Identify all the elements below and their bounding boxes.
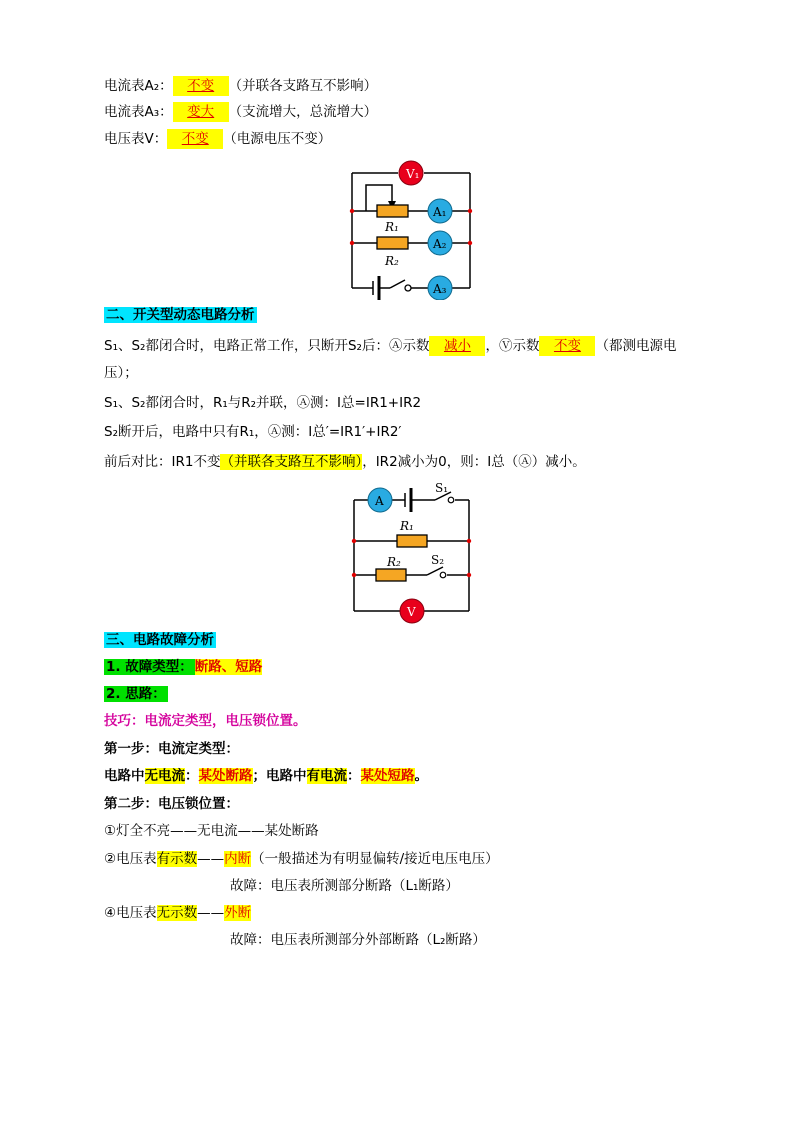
svg-text:V₁: V₁	[406, 167, 420, 181]
label-r1: R₁	[385, 220, 399, 234]
section-3-title: 三、电路故障分析	[106, 632, 214, 648]
rule-1: 电路中无电流：某处断路；电路中有电流：某处短路。	[104, 768, 428, 784]
answer-v: 不变	[167, 129, 223, 149]
svg-text:A: A	[375, 494, 384, 508]
label-s1: S₁	[435, 481, 449, 495]
svg-text:A₃: A₃	[433, 282, 447, 296]
ammeter-a	[368, 488, 392, 512]
label-r1: R₁	[400, 519, 414, 533]
step-2: 第二步：电压锁位置：	[104, 796, 239, 812]
answer-a2: 不变	[173, 76, 229, 96]
case-4: ④电压表无示数——外断	[104, 905, 252, 921]
svg-text:A₂: A₂	[433, 237, 447, 251]
label-r2: R₂	[385, 254, 399, 268]
ammeter-a3-line: 电流表A₃： 变大 （支流增大，总流增大）	[104, 104, 378, 120]
section-2-p4: 前后对比：IR1不变（并联各支路互不影响），IR2减小为0，则：I总（Ⓐ）减小。	[104, 454, 586, 470]
voltmeter-v1	[399, 161, 423, 185]
label-r2: R₂	[387, 555, 401, 569]
voltmeter-v	[400, 599, 424, 623]
voltmeter-line: 电压表V： 不变 （电源电压不变）	[104, 131, 332, 147]
fault-2: 故障：电压表所测部分断路（L₁断路）	[230, 878, 459, 894]
case-1: ①灯全不亮——无电流——某处断路	[104, 823, 319, 839]
section-2-title: 二、开关型动态电路分析	[106, 307, 255, 323]
step-1: 第一步：电流定类型：	[104, 741, 239, 757]
resistor-r2	[377, 237, 408, 249]
tip-line: 技巧：电流定类型，电压锁位置。	[104, 713, 307, 729]
section-2-p1-cont: 压）；	[104, 365, 138, 381]
answer-voltmeter: 不变	[539, 336, 595, 356]
circuit-diagram-1	[340, 155, 480, 300]
ammeter-a2	[428, 231, 452, 255]
answer-a3: 变大	[173, 102, 229, 122]
item-1: 1. 故障类型： 断路、短路	[106, 659, 263, 675]
section-2-p1: S₁、S₂都闭合时，电路正常工作，只断开S₂后：Ⓐ示数 减小 ，Ⓥ示数 不变 （都测电源电	[104, 338, 677, 354]
section-2-p3: S₂断开后，电路中只有R₁，Ⓐ测：I总′=IR1′+IR2′	[104, 424, 402, 440]
section-2-p2: S₁、S₂都闭合时，R₁与R₂并联，Ⓐ测：I总=IR1+IR2	[104, 395, 422, 411]
resistor-r1	[397, 535, 427, 547]
label-s2: S₂	[431, 553, 445, 567]
circuit-diagram-2	[345, 478, 475, 626]
ammeter-a3	[428, 276, 452, 300]
answer-ammeter: 减小	[429, 336, 485, 356]
case-2: ②电压表有示数——内断（一般描述为有明显偏转/接近电压电压）	[104, 851, 499, 867]
svg-text:A₁: A₁	[433, 205, 447, 219]
item-2: 2. 思路：	[106, 686, 166, 702]
svg-text:V: V	[407, 605, 416, 619]
resistor-r2	[376, 569, 406, 581]
resistor-r1	[377, 205, 408, 217]
ammeter-a2-line: 电流表A₂： 不变 （并联各支路互不影响）	[104, 78, 378, 94]
ammeter-a1	[428, 199, 452, 223]
fault-4: 故障：电压表所测部分外部断路（L₂断路）	[230, 932, 486, 948]
